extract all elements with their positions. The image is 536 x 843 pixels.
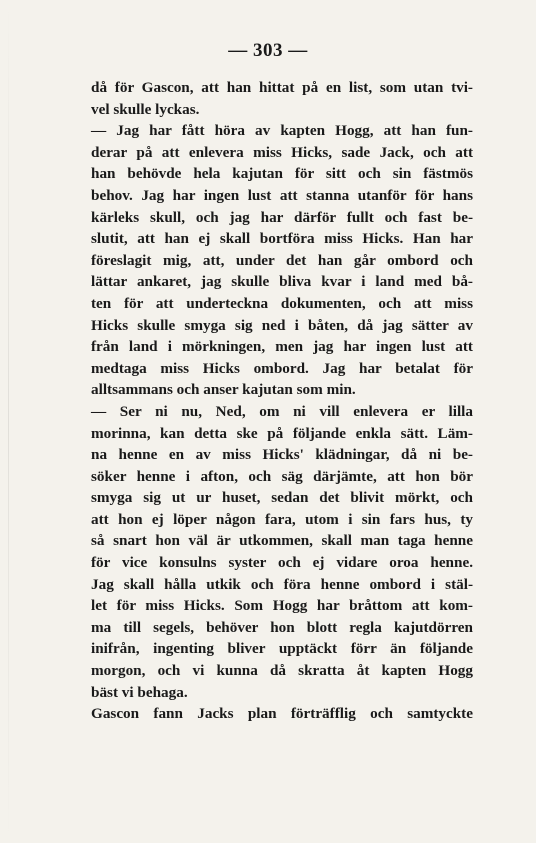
text-line: inifrån, ingenting bliver upptäckt förr än följande: [91, 640, 473, 658]
text-line: från land i mörkningen, men jag har ingen lust att: [91, 338, 473, 356]
text-line: derar på att enlevera miss Hicks, sade Jack, och att: [91, 143, 473, 161]
text-line: ten för att underteckna dokumenten, och att miss: [91, 294, 473, 312]
text-line: han behövde hela kajutan för sitt och sin fästmös: [91, 165, 473, 183]
paragraph: [91, 703, 473, 725]
text-line: — Jag har fått höra av kapten Hogg, att han fun-: [91, 122, 473, 140]
paragraph: [91, 401, 473, 703]
page-edge-shadow: [8, 0, 9, 843]
text-line: för vice konsulns syster och ej vidare oroa henne.: [91, 554, 473, 572]
text-line: vel skulle lyckas.: [91, 100, 200, 118]
text-line: så snart hon väl är utkommen, skall man taga henne: [91, 532, 473, 550]
text-line: kärleks skull, och jag har därför fullt och fast be-: [91, 208, 473, 226]
text-line: na henne en av miss Hicks' klädningar, då ni be-: [91, 446, 473, 464]
text-line: Hicks skulle smyga sig ned i båten, då jag sätter av: [91, 316, 473, 334]
text-line: ma till segels, behöver hon blott regla kajutdörren: [91, 618, 473, 636]
text-line: behov. Jag har ingen lust att stanna utanför för hans: [91, 186, 473, 204]
text-line: smyga sig ut ur huset, sedan det blivit mörkt, och: [91, 489, 473, 507]
paragraph: [91, 120, 473, 401]
text-line: bäst vi behaga.: [91, 683, 188, 701]
text-line: föreslagit mig, att, under det han går ombord och: [91, 251, 473, 269]
text-line: då för Gascon, att han hittat på en list, som utan tvi-: [91, 79, 473, 96]
text-line: let för miss Hicks. Som Hogg har bråttom att kom-: [91, 597, 473, 615]
text-line: lättar ankaret, jag skulle bliva kvar i land med bå-: [91, 273, 473, 291]
text-line: alltsammans och anser kajutan som min.: [91, 381, 356, 399]
text-line: söker henne i afton, och säg därjämte, att hon bör: [91, 467, 473, 485]
body-text: [91, 77, 473, 725]
text-line: Gascon fann Jacks plan förträfflig och samtyckte: [91, 705, 473, 723]
text-line: morinna, kan detta ske på följande enkla sätt. Läm-: [91, 424, 473, 442]
text-line: Jag skall hålla utkik och föra henne ombord i stäl-: [91, 575, 473, 593]
paragraph: [91, 77, 473, 120]
text-line: att hon ej löper någon fara, utom i sin fars hus, ty: [91, 510, 473, 528]
page-number: — 303 —: [228, 40, 308, 61]
text-line: slutit, att han ej skall bortföra miss Hicks. Han har: [91, 230, 473, 248]
text-line: — Ser ni nu, Ned, om ni vill enlevera er lilla: [91, 402, 473, 420]
text-line: medtaga miss Hicks ombord. Jag har betalat för: [91, 359, 473, 377]
text-line: morgon, och vi kunna då skratta åt kapten Hogg: [91, 662, 473, 680]
